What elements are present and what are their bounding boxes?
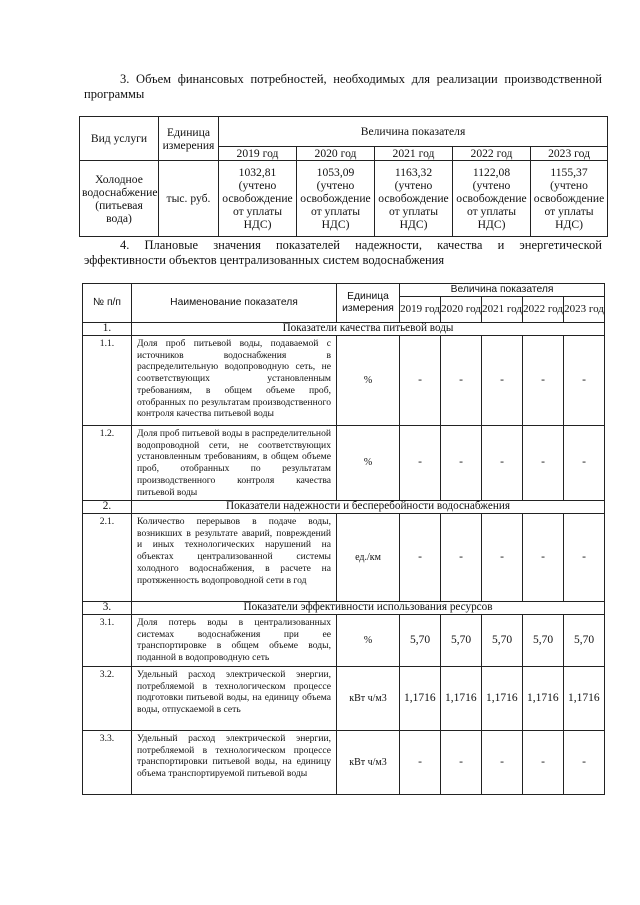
group-num: 1. <box>83 323 132 336</box>
value-cell: 1,1716 <box>441 667 482 731</box>
value-cell: 1,1716 <box>400 667 441 731</box>
financial-needs-table <box>79 116 608 237</box>
table-row <box>83 667 605 731</box>
value-cell: - <box>441 426 482 501</box>
row-num: 1.1. <box>83 336 132 426</box>
indicator-unit: % <box>337 336 400 426</box>
section-4-heading: 4. Плановые значения показателей надежности, качества и энергетической эффективности объектов централизованных систем водоснабжения <box>84 238 602 267</box>
year-header: 2022 год <box>523 297 564 323</box>
col-header-unit: Единица измерения <box>337 284 400 323</box>
indicator-unit: кВт ч/м3 <box>337 731 400 795</box>
value-cell: - <box>441 336 482 426</box>
year-header: 2021 год <box>375 147 453 161</box>
value-cell: 1122,08 (учтено освобождение от уплаты НДС) <box>453 161 531 237</box>
row-num: 3.3. <box>83 731 132 795</box>
year-header: 2021 год <box>482 297 523 323</box>
value-cell: - <box>564 514 605 602</box>
value-cell: 5,70 <box>482 615 523 667</box>
group-title: Показатели надежности и бесперебойности водоснабжения <box>132 501 605 514</box>
value-cell: - <box>482 336 523 426</box>
col-header-value: Величина показателя <box>400 284 605 297</box>
table-row <box>83 336 605 426</box>
value-cell: - <box>441 731 482 795</box>
col-header-value: Величина показателя <box>219 117 608 147</box>
indicator-name: Удельный расход электрической энергии, потребляемой в технологическом процессе транспортировки питьевой воды, на единицу объема транспортируемой питьевой воды <box>132 731 337 795</box>
value-cell: 1,1716 <box>564 667 605 731</box>
indicator-name: Доля проб питьевой воды, подаваемой с источников водоснабжения в распределительную водопроводную сеть, не соответствующих установленным требованиям, в общем объеме проб, отобранных по результатам производственного контроля качества питьевой воды <box>132 336 337 426</box>
value-cell: - <box>482 426 523 501</box>
value-cell: - <box>523 731 564 795</box>
table-row <box>83 514 605 602</box>
value-cell: - <box>482 731 523 795</box>
value-cell: - <box>400 426 441 501</box>
row-num: 3.1. <box>83 615 132 667</box>
table-row <box>83 426 605 501</box>
service-unit: тыс. руб. <box>159 161 219 237</box>
value-cell: - <box>564 731 605 795</box>
indicator-unit: % <box>337 615 400 667</box>
indicator-name: Количество перерывов в подаче воды, возникших в результате аварий, повреждений и иных технологических нарушений на объектах централизованной системы холодного водоснабжения, в расчете на протяженность водопроводной сети в год <box>132 514 337 602</box>
value-cell: - <box>564 426 605 501</box>
table-row <box>83 615 605 667</box>
value-cell: - <box>523 336 564 426</box>
col-header-num: № п/п <box>83 284 132 323</box>
value-cell: 5,70 <box>564 615 605 667</box>
value-cell: - <box>400 731 441 795</box>
value-cell: 1163,32 (учтено освобождение от уплаты НДС) <box>375 161 453 237</box>
row-num: 3.2. <box>83 667 132 731</box>
year-header: 2019 год <box>219 147 297 161</box>
indicator-name: Доля проб питьевой воды в распределительной водопроводной сети, не соответствующих установленным требованиям, в общем объеме проб, отобранных по результатам производственного контроля качества питьевой воды <box>132 426 337 501</box>
indicator-unit: кВт ч/м3 <box>337 667 400 731</box>
year-header: 2023 год <box>564 297 605 323</box>
group-num: 2. <box>83 501 132 514</box>
group-title: Показатели качества питьевой воды <box>132 323 605 336</box>
value-cell: 1053,09 (учтено освобождение от уплаты НДС) <box>297 161 375 237</box>
value-cell: 1155,37 (учтено освобождение от уплаты НДС) <box>531 161 608 237</box>
value-cell: 5,70 <box>523 615 564 667</box>
value-cell: - <box>523 426 564 501</box>
year-header: 2023 год <box>531 147 608 161</box>
value-cell: 1,1716 <box>482 667 523 731</box>
indicator-name: Удельный расход электрической энергии, потребляемой в технологическом процессе подготовки питьевой воды, на единицу объема воды, отпускаемой в сеть <box>132 667 337 731</box>
value-cell: - <box>400 336 441 426</box>
value-cell: 1032,81 (учтено освобождение от уплаты НДС) <box>219 161 297 237</box>
col-header-name: Наименование показателя <box>132 284 337 323</box>
value-cell: - <box>564 336 605 426</box>
year-header: 2020 год <box>441 297 482 323</box>
year-header: 2020 год <box>297 147 375 161</box>
group-num: 3. <box>83 602 132 615</box>
service-name: Холодное водоснабжение (питьевая вода) <box>80 161 159 237</box>
year-header: 2019 год <box>400 297 441 323</box>
value-cell: - <box>482 514 523 602</box>
group-title: Показатели эффективности использования ресурсов <box>132 602 605 615</box>
indicator-name: Доля потерь воды в централизованных системах водоснабжения при ее транспортировке в общем объеме воды, поданной в водопроводную сеть <box>132 615 337 667</box>
row-num: 1.2. <box>83 426 132 501</box>
value-cell: - <box>523 514 564 602</box>
year-header: 2022 год <box>453 147 531 161</box>
value-cell: 5,70 <box>441 615 482 667</box>
indicator-unit: ед./км <box>337 514 400 602</box>
value-cell: - <box>400 514 441 602</box>
table-row <box>83 731 605 795</box>
col-header-unit: Единица измерения <box>159 117 219 161</box>
value-cell: 5,70 <box>400 615 441 667</box>
row-num: 2.1. <box>83 514 132 602</box>
value-cell: - <box>441 514 482 602</box>
section-3-heading: 3. Объем финансовых потребностей, необходимых для реализации производственной программы <box>84 72 602 101</box>
col-header-service: Вид услуги <box>80 117 159 161</box>
value-cell: 1,1716 <box>523 667 564 731</box>
reliability-indicators-table <box>82 283 605 795</box>
indicator-unit: % <box>337 426 400 501</box>
